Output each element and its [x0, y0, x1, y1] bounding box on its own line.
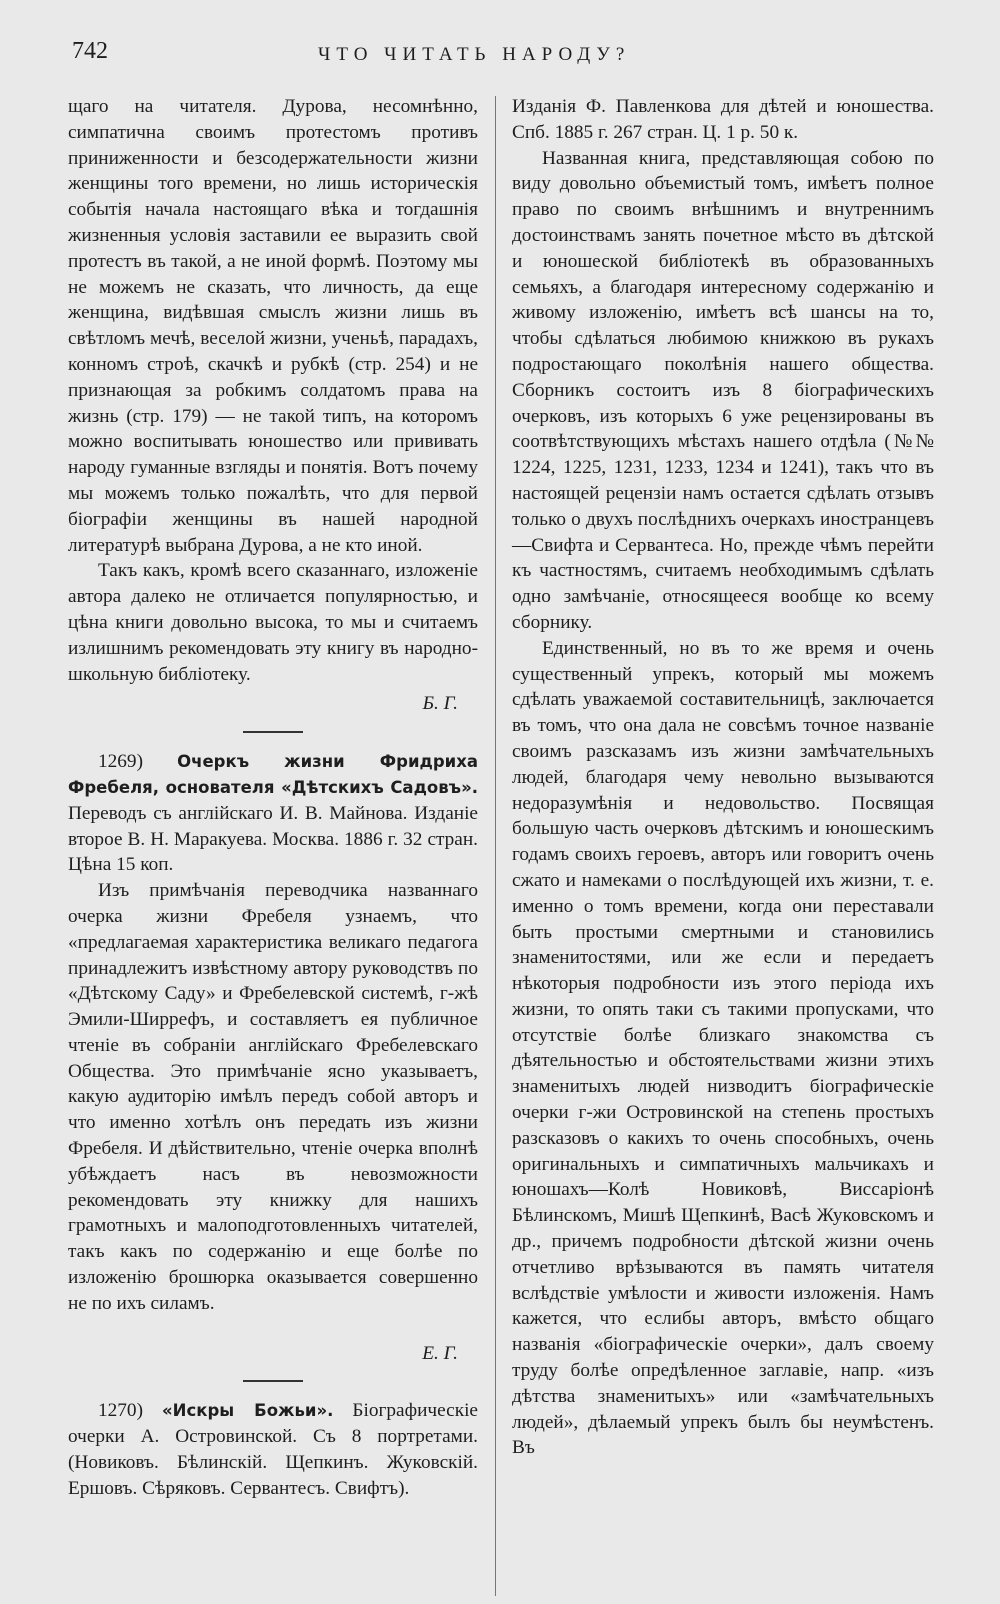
signature-eg: Е. Г.: [422, 1342, 458, 1364]
left-paragraph-2: Такъ какъ, кромѣ всего сказаннаго, изложеніе автора далеко не отличается популярностью, и цѣна книги довольно высока, то мы и считаемъ излишнимъ рекомендовать эту книгу въ народно-школьную библіотеку.: [68, 560, 478, 685]
right-paragraph-1: Изданія Ф. Павленкова для дѣтей и юношества. Спб. 1885 г. 267 стран. Ц. 1 р. 50 к.: [512, 96, 934, 143]
page-number: 742: [72, 38, 108, 64]
column-divider: [495, 96, 496, 1596]
entry-1270-title: «Искры Божьи».: [162, 1401, 334, 1421]
separator-rule-2: [243, 1380, 303, 1382]
entry-1269: [68, 749, 478, 878]
left-column: [68, 94, 478, 1502]
left-paragraph-1: щаго на читателя. Дурова, несомнѣнно, симпатична своимъ протестомъ противъ приниженности и безсодержательности жизни женщины того времени, но лишь историческія событія начала настоящаго вѣка и тогдашнія жизненныя условія заставили ее выразить свой протестъ въ такой, а не иной формѣ. Поэтому мы не можемъ не сказать, что личность, да еще женщина, видѣвшая смыслъ жизни лишь въ свѣтломъ мечѣ, веселой жизни, ученьѣ, парадахъ, конномъ строѣ, скачкѣ и рубкѣ (стр. 254) и не признающая за робкимъ солдатомъ права на жизнь (стр. 179) — не такой типъ, на которомъ можно воспитывать юношество или прививать народу гуманные взгляды и понятія. Вотъ почему мы можемъ только пожалѣть, что для первой біографіи женщины въ нашей народной литературѣ выбрана Дурова, а не кто иной.: [68, 96, 478, 556]
left-paragraph-3: Изъ примѣчанія переводчика названнаго очерка жизни Фребеля узнаемъ, что «предлагаемая характеристика великаго педагога принадлежитъ извѣстному автору руководствъ по «Дѣтскому Саду» и Фребелевской системѣ, г-жѣ Эмили-Ширрефъ, и составляетъ ея публичное чтеніе въ собраніи англійскаго Фребелевскаго Общества. Это примѣчаніе ясно указываетъ, какую аудиторію имѣлъ передъ собой авторъ и что именно хотѣлъ онъ передать изъ жизни Фребеля. И дѣйствительно, чтеніе очерка вполнѣ убѣждаетъ насъ въ невозможности рекомендовать эту книжку для нашихъ грамотныхъ и малоподготовленныхъ читателей, такъ какъ по содержанію и еще болѣе по изложенію брошюрка оказывается совершенно не по ихъ силамъ.: [68, 880, 478, 1314]
page-header: [0, 0, 1000, 80]
separator-rule: [243, 731, 303, 733]
entry-1270-details: Біографическіе очерки А. Островинской. Съ 8 портретами. (Новиковъ. Бѣлинскій. Щепкинъ. Жуковскій. Ершовъ. Сѣряковъ. Сервантесъ. Свифтъ).: [68, 1400, 478, 1499]
entry-1269-details: Переводъ съ англійскаго И. В. Майнова. Изданіе второе В. Н. Маракуева. Москва. 1886 г. 32 стран. Цѣна 15 коп.: [68, 802, 478, 876]
right-paragraph-2: Названная книга, представляющая собою по виду довольно объемистый томъ, имѣетъ полное право по своимъ внѣшнимъ и внутреннимъ достоинствамъ занять почетное мѣсто въ дѣтской и юношеской библіотекѣ въ образованныхъ семьяхъ, а благодаря интересному содержанію и живому изложенію, имѣетъ всѣ шансы на то, чтобы сдѣлаться любимою книжкою въ рукахъ подростающаго поколѣнія нашего общества. Сборникъ состоитъ изъ 8 біографическихъ очерковъ, изъ которыхъ 6 уже рецензированы въ соотвѣтствующихъ мѣстахъ нашего отдѣла (№№ 1224, 1225, 1231, 1233, 1234 и 1241), такъ что въ настоящей рецензіи намъ остается сдѣлать отзывъ только о двухъ послѣднихъ очеркахъ иностранцевъ—Свифта и Сервантеса. Но, прежде чѣмъ перейти къ частностямъ, считаемъ необходимымъ сдѣлать одно замѣчаніе, относящееся вообще ко всему сборнику.: [512, 147, 934, 633]
entry-1270: [68, 1398, 478, 1501]
right-paragraph-3: Единственный, но въ то же время и очень существенный упрекъ, который мы можемъ сдѣлать уважаемой составительницѣ, заключается въ томъ, что она дала не совсѣмъ точное названіе своимъ разсказамъ изъ жизни замѣчательныхъ людей, благодаря чему невольно вызываются недоразумѣнія и недовольство. Посвящая большую часть очерковъ дѣтскимъ и юношескимъ годамъ своихъ героевъ, авторъ или говоритъ очень сжато и намеками о послѣдующей ихъ жизни, т. е. именно о томъ времени, когда они переставали быть простыми смертными и становились знаменитостями, или же если и передаетъ нѣкоторыя подробности изъ этого періода ихъ жизни, то опять таки съ такими пропусками, что отсутствіе болѣе близкаго знакомства съ дѣятельностью и обстоятельствами жизни этихъ знаменитыхъ людей низводитъ біографическіе очерки г-жи Островинской на степень простыхъ разсказовъ о какихъ то очень способныхъ, очень оригинальныхъ и симпатичныхъ мальчикахъ и юношахъ—Колѣ Новиковѣ, Виссаріонѣ Бѣлинскомъ, Мишѣ Щепкинѣ, Васѣ Жуковскомъ и др., причемъ подробности дѣтской жизни очень отчетливо врѣзываются въ память читателя вслѣдствіе умѣлости и живости изложенія. Намъ кажется, что еслибы авторъ, вмѣсто общаго названія «біографическіе очерки», далъ своему труду болѣе опредѣленное заглавіе, напр. «изъ дѣтства знаменитыхъ» или «замѣчательныхъ людей», дѣлаемый упрекъ былъ бы неумѣстенъ. Въ: [512, 637, 934, 1459]
right-column: [512, 94, 934, 1461]
entry-1270-number: 1270): [98, 1400, 143, 1422]
running-title: ЧТО ЧИТАТЬ НАРОДУ?: [318, 44, 631, 65]
signature-bg: Б. Г.: [422, 693, 458, 715]
entry-1269-number: 1269): [98, 751, 143, 773]
entry-1269-title: Очеркъ жизни Фридриха Фребеля, основателя «Дѣтскихъ Садовъ».: [68, 752, 478, 797]
